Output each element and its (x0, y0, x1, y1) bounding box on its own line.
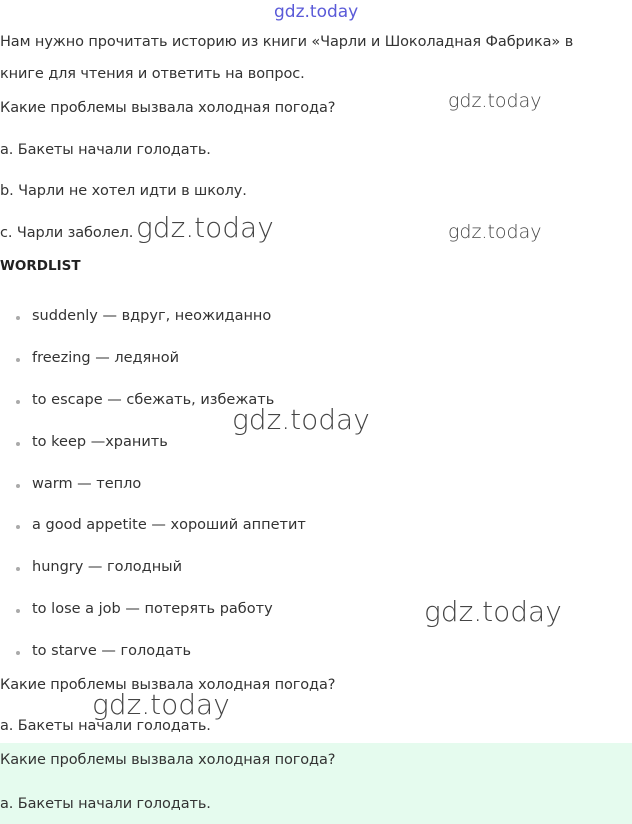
intro-line-1: Нам нужно прочитать историю из книги «Чарли и Шоколадная Фабрика» в (0, 34, 574, 50)
bullet-icon (16, 525, 20, 529)
bullet-icon (16, 484, 20, 488)
intro-line-2: книге для чтения и ответить на вопрос. (0, 66, 305, 82)
bullet-icon (16, 316, 20, 320)
bullet-icon (16, 567, 20, 571)
bullet-icon (16, 442, 20, 446)
answer-box (0, 743, 632, 824)
watermark: gdz.today (92, 688, 230, 721)
answer-box-answer: a. Бакеты начали голодать. (0, 796, 211, 812)
bullet-icon (16, 651, 20, 655)
watermark: gdz.today (232, 403, 370, 436)
bullet-icon (16, 609, 20, 613)
summary-answer: a. Бакеты начали голодать. (0, 718, 211, 734)
watermark: gdz.today (448, 221, 542, 243)
watermark: gdz.today (448, 90, 542, 112)
summary-question: Какие проблемы вызвала холодная погода? (0, 677, 336, 693)
option-b: b. Чарли не хотел идти в школу. (0, 183, 247, 199)
watermark: gdz.today (424, 595, 562, 628)
option-c: c. Чарли заболел. (0, 225, 134, 241)
site-logo: gdz.today (274, 2, 359, 22)
watermark: gdz.today (136, 211, 274, 244)
answer-box-question: Какие проблемы вызвала холодная погода? (0, 752, 336, 768)
bullet-icon (16, 400, 20, 404)
option-a: a. Бакеты начали голодать. (0, 142, 211, 158)
wordlist-heading: WORDLIST (0, 258, 81, 274)
question: Какие проблемы вызвала холодная погода? (0, 100, 336, 116)
bullet-icon (16, 358, 20, 362)
